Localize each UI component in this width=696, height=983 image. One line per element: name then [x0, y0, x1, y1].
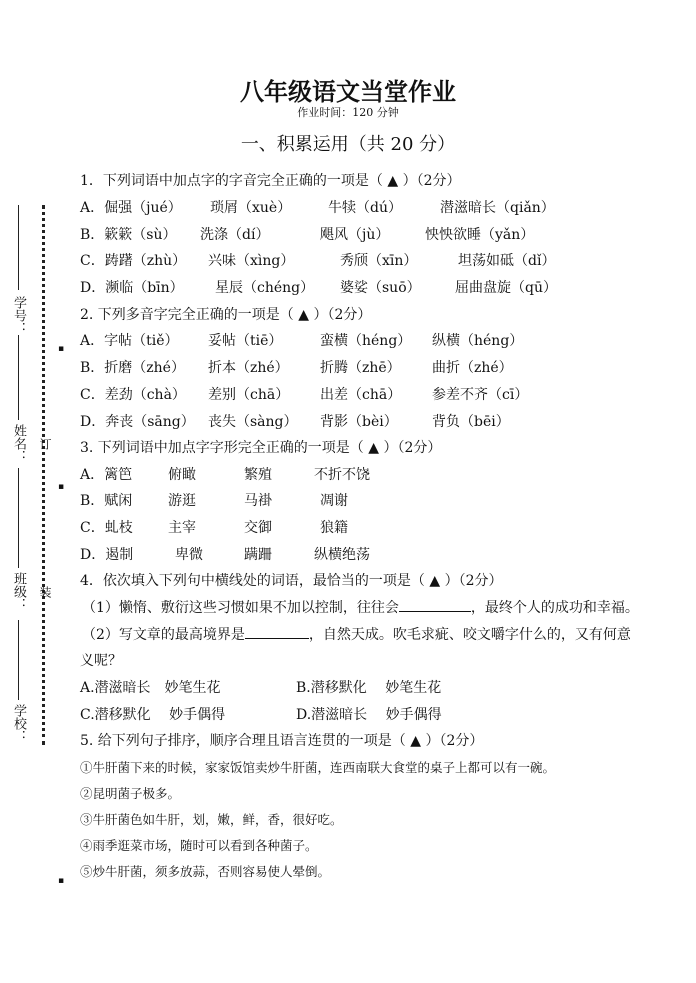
q3-option: 纵横绝荡 — [314, 547, 370, 563]
q5-sentence: ②昆明菌子极多。 — [80, 786, 181, 801]
q3-option: 狼籍 — [320, 520, 348, 536]
school-label: 学校： — [11, 704, 26, 743]
q2-option: C．差劲（chà） — [80, 387, 186, 403]
q2-stem: 2. 下列多音字完全正确的一项是（ ▲ ）（2分） — [80, 307, 372, 323]
q1-option: 牛犊（dú） — [328, 200, 402, 216]
binding-mark-zhuang: 装 — [38, 586, 52, 598]
q1-stem: 1．下列词语中加点字的字音完全正确的一项是（ ▲ ）（2分） — [80, 173, 461, 189]
class-blank — [18, 468, 19, 568]
q1-option: 屈曲盘旋（qū） — [455, 280, 557, 296]
q3-option: A．篱笆 — [80, 467, 133, 483]
q4-option: A.潜滋暗长 妙笔生花 — [80, 680, 221, 696]
q3-option: 凋谢 — [320, 493, 348, 509]
q4-option: D.潜滋暗长 妙手偶得 — [296, 707, 442, 723]
section-heading: 一、积累运用（共 20 分） — [240, 134, 456, 155]
binding-small-mark: ▪ — [58, 482, 65, 492]
q2-option: 折本（zhé） — [208, 360, 289, 376]
q3-option: 俯瞰 — [168, 467, 196, 483]
q3-option: 马褂 — [244, 493, 272, 509]
binding-small-mark: ▪ — [58, 344, 65, 354]
class-label: 班级： — [11, 572, 26, 611]
binding-small-mark: ▪ — [58, 876, 65, 886]
name-label: 姓名： — [11, 424, 26, 463]
q3-option: 交御 — [244, 520, 272, 536]
q1-option: C．踌躇（zhù） — [80, 253, 187, 269]
page-title: 八年级语文当堂作业 — [240, 78, 456, 106]
school-blank — [18, 620, 19, 700]
binding-dotted-line — [42, 205, 45, 745]
q5-sentence: ①牛肝菌下来的时候，家家饭馆卖炒牛肝菌，连西南联大食堂的桌子上都可以有一碗。 — [80, 760, 556, 775]
q4-stem: 4．依次填入下列句中横线处的词语，最恰当的一项是（ ▲ ）（2分） — [80, 573, 503, 589]
q1-option: 潜滋暗长（qiǎn） — [440, 200, 555, 216]
q2-option: 折腾（zhē） — [320, 360, 401, 376]
q1-option: 怏怏欲睡（yǎn） — [425, 227, 535, 243]
q5-sentence: ④雨季逛菜市场，随时可以看到各种菌子。 — [80, 838, 318, 853]
q3-stem: 3. 下列词语中加点字字形完全正确的一项是（ ▲ ）（2分） — [80, 440, 442, 456]
q5-sentence: ⑤炒牛肝菌，须多放蒜，否则容易使人晕倒。 — [80, 864, 331, 879]
q1-option: 坦荡如砥（dǐ） — [458, 253, 556, 269]
q3-option: 蹒跚 — [244, 547, 272, 563]
q3-option: D．遏制 — [80, 547, 134, 563]
q3-option: 繁殖 — [244, 467, 272, 483]
q1-option: 琐屑（xuè） — [210, 200, 292, 216]
q2-option: 纵横（héng） — [432, 333, 524, 349]
time-note: 作业时间：120 分钟 — [297, 106, 399, 119]
q1-option: D．濒临（bīn） — [80, 280, 184, 296]
q3-option: 游逛 — [168, 493, 196, 509]
q2-option: 参差不齐（cī） — [432, 387, 529, 403]
q3-option: 不折不饶 — [314, 467, 370, 483]
fill-blank — [245, 626, 309, 639]
q4-sentence-1-part-a: （1）懒惰、敷衍这些习惯如果不加以控制，往往会 — [82, 600, 399, 616]
q4-sentence-2-cont: 义呢？ — [80, 653, 122, 669]
q2-option: B．折磨（zhé） — [80, 360, 185, 376]
student-id-label: 学号： — [11, 296, 26, 335]
q4-sentence-1 — [82, 597, 639, 617]
q3-option: 卑微 — [175, 547, 203, 563]
q2-option: 曲折（zhé） — [432, 360, 513, 376]
q1-option: 兴味（xìng） — [208, 253, 295, 269]
q4-sentence-2 — [82, 624, 631, 644]
name-blank — [18, 335, 19, 420]
q4-option: B.潜移默化 妙笔生花 — [296, 680, 442, 696]
q4-sentence-1-part-b: ，最终个人的成功和幸福。 — [470, 600, 639, 616]
q1-option: 秀颀（xīn） — [340, 253, 418, 269]
q2-option: 妥帖（tiē） — [208, 333, 283, 349]
q2-option: 出差（chā） — [320, 387, 402, 403]
q2-option: A．字帖（tiě） — [80, 333, 179, 349]
q1-option: 飓风（jù） — [320, 227, 390, 243]
fill-blank — [399, 599, 471, 612]
q2-option: 丧失（sàng） — [208, 414, 298, 430]
q1-option: 婆娑（suō） — [340, 280, 421, 296]
q2-option: D．奔丧（sāng） — [80, 414, 195, 430]
student-id-blank — [18, 205, 19, 290]
q2-option: 蛮横（héng） — [320, 333, 412, 349]
q3-option: B．赋闲 — [80, 493, 133, 509]
q4-sentence-2-part-b: ，自然天成。吹毛求疵、咬文嚼字什么的，又有何意 — [308, 627, 631, 643]
q3-option: 主宰 — [168, 520, 196, 536]
q2-option: 差别（chā） — [208, 387, 290, 403]
q5-stem: 5. 给下列句子排序，顺序合理且语言连贯的一项是（ ▲ ）（2分） — [80, 733, 484, 749]
q2-option: 背负（bēi） — [432, 414, 510, 430]
binding-mark-ding: 订 — [38, 438, 52, 450]
q4-option: C.潜移默化 妙手偶得 — [80, 707, 226, 723]
q1-option: 洗涤（dí） — [200, 227, 270, 243]
q1-option: A．倔强（jué） — [80, 200, 182, 216]
q1-option: 星辰（chéng） — [215, 280, 315, 296]
q1-option: B．簌簌（sù） — [80, 227, 177, 243]
q3-option: C．虬枝 — [80, 520, 133, 536]
q4-sentence-2-part-a: （2）写文章的最高境界是 — [82, 627, 245, 643]
q5-sentence: ③牛肝菌色如牛肝，划，嫩，鲜，香，很好吃。 — [80, 812, 343, 827]
q2-option: 背影（bèi） — [320, 414, 398, 430]
